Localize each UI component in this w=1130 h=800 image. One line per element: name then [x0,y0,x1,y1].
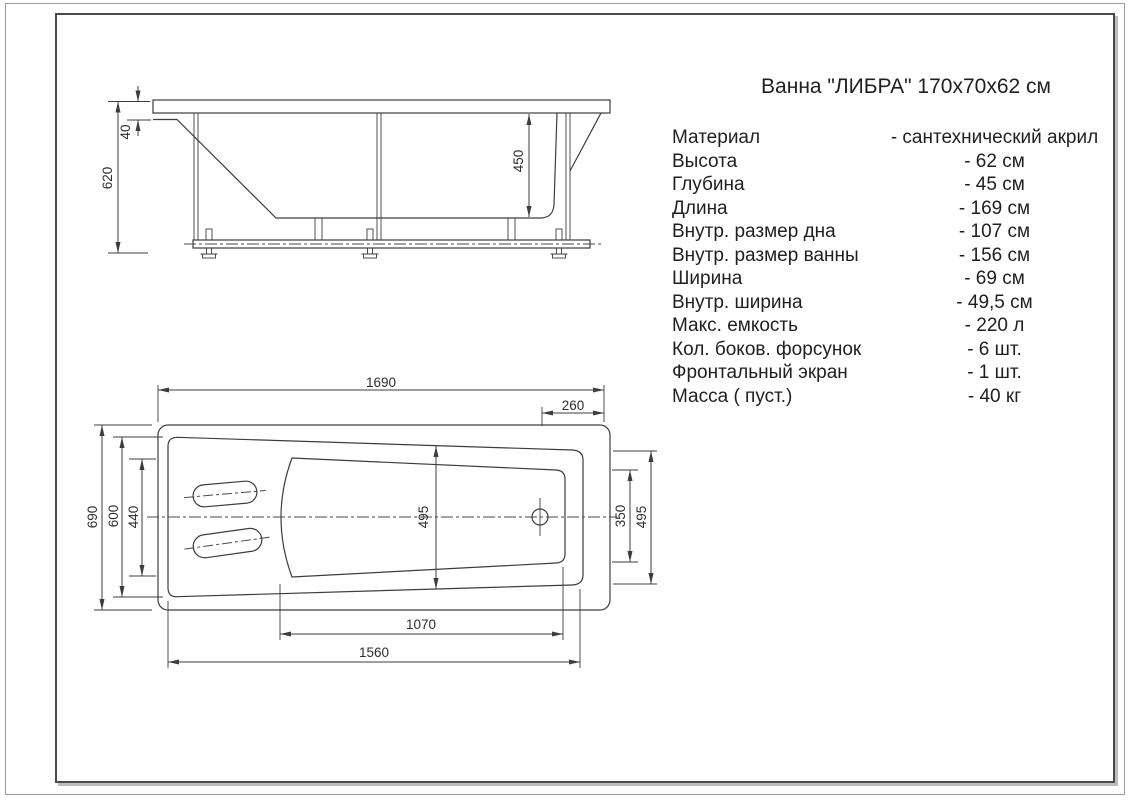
side-rim [153,100,610,113]
spec-value: - 62 см [964,150,1025,172]
spec-value: - 156 см [958,244,1031,266]
spec-row [672,291,1105,315]
spec-value: - 40 кг [967,385,1022,407]
spec-row [672,385,1105,409]
spec-row [672,361,1105,385]
dim-260 [542,398,604,426]
spec-label: Высота [672,150,738,172]
spec-row [672,173,1105,197]
dim-label: 1070 [405,617,437,632]
spec-label: Глубина [672,174,745,195]
top-view-drawing [80,372,670,672]
dim-label: 495 [634,505,649,529]
spec-row [672,244,1105,268]
spec-value: - 45 см [964,174,1025,195]
side-view-tub [153,100,610,258]
spec-row [672,150,1105,174]
spec-row [672,338,1105,362]
spec-label: Внутр. размер ванны [672,244,859,266]
dim-label: 450 [511,149,526,173]
spec-label: Ширина [672,268,743,289]
spec-value: - 49,5 см [956,291,1033,313]
dim-1690 [158,375,604,422]
dim-450 [511,114,529,217]
side-struts [194,113,570,240]
spec-value: - 169 см [958,197,1031,219]
dim-label: 1690 [365,375,397,390]
dim-label: 260 [561,398,585,413]
top-view-tub [147,425,617,610]
spec-label: Кол. боков. форсунок [672,338,862,360]
side-right-skirt [570,113,601,171]
spec-label: Материал [672,127,761,148]
dim-1560 [168,589,580,668]
spec-label: Внутр. размер дна [672,221,836,242]
side-interior-profile [153,120,541,219]
side-view-drawing [85,70,630,270]
dim-label: 620 [100,166,115,190]
spec-value: - 6 шт. [967,338,1022,360]
dim-label: 600 [106,504,121,528]
dim-label: 690 [85,505,100,529]
spec-value: - 69 см [964,268,1025,289]
dim-label: 40 [118,124,133,140]
dim-label: 1560 [358,645,390,660]
spec-label: Макс. емкость [672,315,799,336]
side-floor-tab [315,218,322,240]
spec-row [672,126,1105,150]
dim-label: 495 [416,505,431,529]
top-grip-lower [183,526,272,561]
dim-495-mid [416,446,436,589]
spec-label: Длина [672,197,728,219]
spec-value: - 220 л [964,315,1025,336]
spec-row [672,220,1105,244]
spec-label: Масса ( пуст.) [672,385,793,407]
side-right-wall [541,113,557,218]
spec-value: - 107 см [958,221,1031,242]
dim-620 [100,102,150,254]
page-title: Ванна "ЛИБРА" 170х70х62 см [761,75,1051,98]
spec-value: - сантехнический акрил [890,127,1099,148]
spec-row [672,314,1105,338]
spec-list [672,126,1105,408]
dim-1070 [280,567,563,640]
spec-value: - 1 шт. [967,362,1022,383]
spec-row [672,267,1105,291]
dim-label: 350 [613,504,628,528]
dim-40 [118,86,151,140]
top-grip-upper [183,479,267,508]
spec-label: Внутр. ширина [672,291,803,313]
dim-label: 440 [126,505,141,529]
spec-row [672,197,1105,221]
side-floor-tab [508,218,515,240]
spec-label: Фронтальный экран [672,362,848,383]
